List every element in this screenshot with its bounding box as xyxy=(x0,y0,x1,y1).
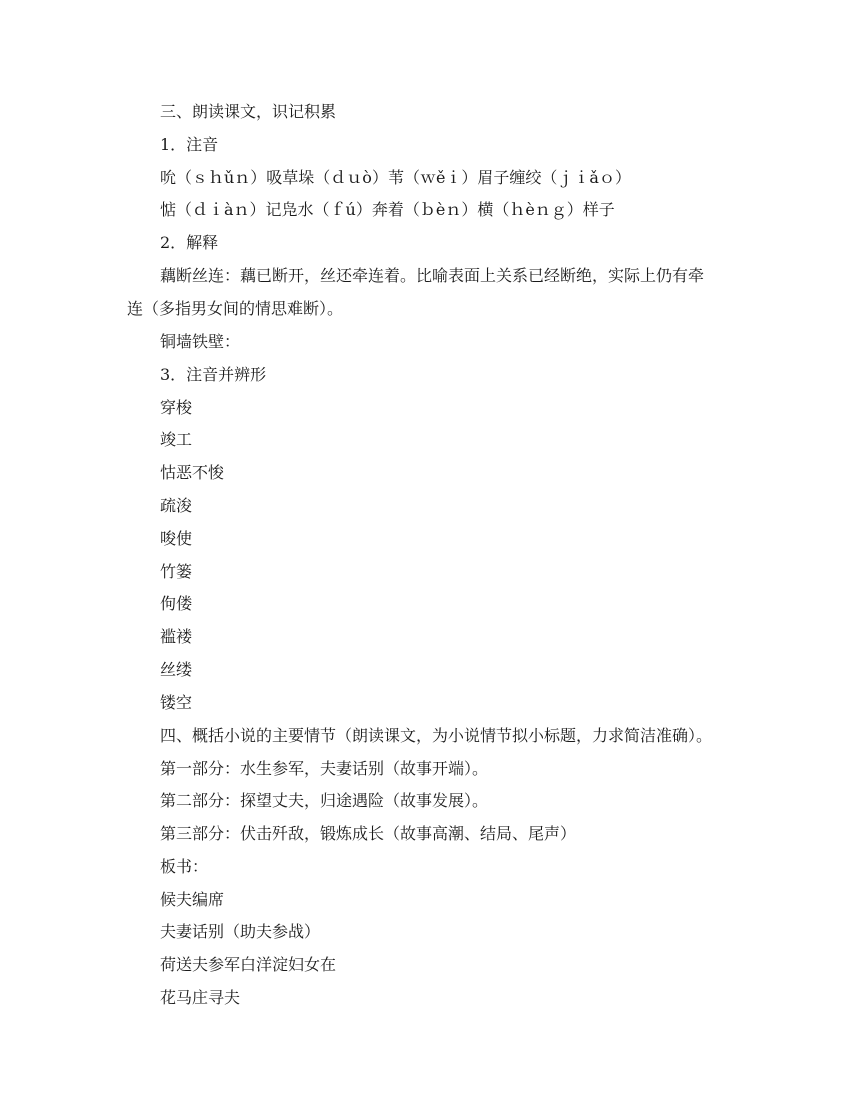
word-item: 丝缕 xyxy=(160,660,193,679)
word-item: 唆使 xyxy=(160,529,193,548)
word-item: 竹篓 xyxy=(160,562,193,581)
word-item: 佝偻 xyxy=(160,594,193,613)
board-item: 荷送夫参军白洋淀妇女在 xyxy=(160,955,337,974)
plot-part-2: 第二部分：探望丈夫，归途遇险（故事发展）。 xyxy=(160,791,489,810)
pronunciation-line-2: 惦（ｄｉàｎ）记凫水（ｆú）奔着（ｂèｎ）横（ｈèｎｇ）样子 xyxy=(160,200,615,219)
word-item: 褴褛 xyxy=(160,627,193,646)
section-heading-4: 四、概括小说的主要情节（朗读课文，为小说情节拟小标题，力求简洁准确）。 xyxy=(160,726,713,745)
explanation-line-1: 藕断丝连：藕已断开，丝还牵连着。比喻表面上关系已经断绝，实际上仍有牵 xyxy=(160,266,705,285)
plot-part-3: 第三部分：伏击歼敌，锻炼成长（故事高潮、结局、尾声） xyxy=(160,824,577,843)
subheading-explanation: 2．解释 xyxy=(160,233,219,252)
subheading-distinguish: 3．注音并辨形 xyxy=(160,365,267,384)
word-item: 穿梭 xyxy=(160,398,193,417)
explanation-line-2: 连（多指男女间的情思难断）。 xyxy=(127,299,344,318)
word-item: 疏浚 xyxy=(160,496,193,515)
board-item: 花马庄寻夫 xyxy=(160,988,241,1007)
section-heading-3: 三、朗读课文，识记积累 xyxy=(160,102,337,121)
board-label: 板书： xyxy=(160,857,209,876)
plot-part-1: 第一部分：水生参军，夫妻话别（故事开端）。 xyxy=(160,759,489,778)
board-item: 候夫编席 xyxy=(160,890,225,909)
word-item: 怙恶不悛 xyxy=(160,463,225,482)
explanation-term: 铜墙铁壁： xyxy=(160,332,241,351)
word-item: 镂空 xyxy=(160,693,193,712)
pronunciation-line-1: 吮（ｓｈǔｎ）吸草垛（ｄｕò）苇（ｗěｉ）眉子缠绞（ｊｉǎｏ） xyxy=(160,168,631,187)
board-item: 夫妻话别（助夫参战） xyxy=(160,922,321,941)
word-item: 竣工 xyxy=(160,430,193,449)
subheading-pronunciation: 1．注音 xyxy=(160,135,219,154)
